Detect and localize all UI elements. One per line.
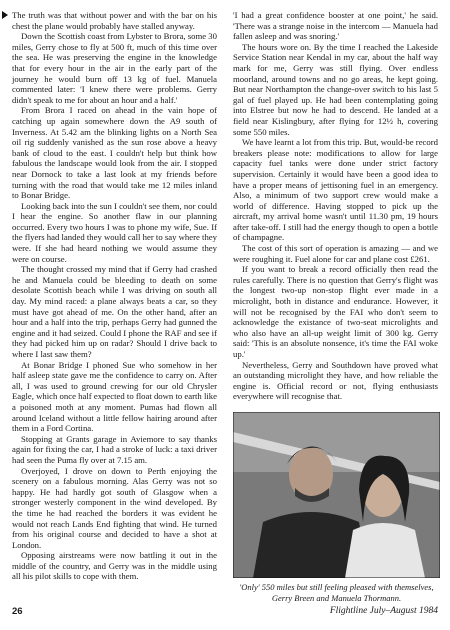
paragraph: 'I had a great confidence booster at one point,' he said. 'There was a strange noise in the intercom — Manuela had fallen asleep and was snoring.' <box>233 10 438 42</box>
page-number: 26 <box>12 606 23 617</box>
photo-caption: 'Only' 550 miles but still feeling pleased with themselves, Gerry Breen and Manuela Thormann. <box>239 582 434 603</box>
pilots-photo <box>233 412 440 578</box>
paragraph: The thought crossed my mind that if Gerry had crashed he and Manuela could be bleeding to death on some desolate Scottish beach while I was driving on south all day. My mind raced: a plane always beats a car, so they must have got ahead of me. On the other hand, after an hour and a half into the trip, perhaps Gerry had gunned the engine and it had seized. Could I phone the RAF and see if they had picked him up on radar? Should I drive back to where I last saw them? <box>12 264 217 359</box>
paragraph: At Bonar Bridge I phoned Sue who somehow in her half asleep state gave me the confidence to carry on. After all, I was used to ground crewing for our old Chrysler Eagle, which once half expected to float down to earth like a poisoned moth at any moment. Pumas had flown all around Iceland without a little fellow hairing around after them in a Ford Cortina. <box>12 359 217 434</box>
paragraph: From Brora I raced on ahead in the vain hope of catching up again somewhere down the A9 south of Inverness. At 5.42 am the blinking lights on a North Sea oil rig suddenly vanished as the sun rose above a heavy bank of cloud to the east. I couldn't help but think how fabulous the landscape would look from the air. I stopped near Dornock to take a last look at my friends before turning with the road that would take me 12 miles inland to Bonar Bridge. <box>12 105 217 201</box>
paragraph: The cost of this sort of operation is amazing — and we were roughing it. Fuel alone for car and plane cost £261. <box>233 243 438 264</box>
paragraph: Nevertheless, Gerry and Southdown have proved what an outstanding microlight they have, and how reliable the engine is. Official record or not, flying enthusiasts everywhere will recognise that. <box>233 359 438 402</box>
paragraph: We have learnt a lot from this trip. But, would-be record breakers please note: modifications to allow for large capacity fuel tanks were done under strict factory supervision. Certainly it would have been a good idea to have a proper means of jettisoning fuel in an emergency. Also, a minimum of two support crew would make a world of difference. Having stopped to pick up the aircraft, my arrival home wasn't until 11.30 pm, 19 hours after take-off. I still had the energy though to open a bottle of champagne. <box>233 137 438 243</box>
paragraph: The truth was that without power and with the bar on his chest the plane would probably have stalled anyway. <box>12 10 217 31</box>
paragraph: The hours wore on. By the time I reached the Lakeside Service Station near Kendal in my car, about the half way mark for me, Gerry was still flying. Over endless moorland, around towns and no go areas, he kept going. But near Northampton the change-over switch to his last 5 gal of fuel played up. He had been contemplating going into Elstree but now he had to descend. He landed at a field near Kislingbury, after flying for 12½ h, covering some 550 miles. <box>233 41 438 137</box>
article-column-left <box>12 10 217 582</box>
paragraph: Stopping at Grants garage in Aviemore to say thanks again for fixing the car, I had a stroke of luck: a taxi driver had seen the Puma fly over at 7.15 am. <box>12 433 217 465</box>
paragraph: If you want to break a record officially then read the rules carefully. There is no question that Gerry's flight was the longest two-up non-stop flight ever made in a microlight, both in distance and endurance. However, it will not be recognised by the FAI who don't seem to acknowledge the existance of two-seat microlights and who also have an all-up weight limit of 300 kg. Gerry said: 'This is an absolute nonsence, it's time the FAI woke up.' <box>233 264 438 359</box>
paragraph: Looking back into the sun I couldn't see them, nor could I hear the engine. So another flaw in our planning occurred. Every two hours I was to phone my wife, Sue. If the flyers had landed they would call her to say where they were. If she had heard nothing we would assume they were on course. <box>12 200 217 264</box>
paragraph: Overjoyed, I drove on down to Perth enjoying the scenery on a fabulous morning. Alas Gerry was not so happy. He had hardly got south of Glasgow when a stronger westerly component in the wind developed. By the time he had reached the borders it was evident he would not reach Lands End fighting that wind. He turned from his original course and decided to have a shot at London. <box>12 465 217 550</box>
publication-credit: Flightline July–August 1984 <box>329 606 438 616</box>
article-column-right <box>233 10 438 402</box>
section-marker-icon <box>2 11 8 19</box>
page-footer <box>12 606 438 620</box>
paragraph: Down the Scottish coast from Lybster to Brora, some 30 miles, Gerry chose to fly at 500 ft, much of this time over the sea. He was preserving the engine in the knowledge that for every hour in the air in the early part of the journey he would burn off 13 kg of fuel. Manuela commented later: 'I knew there were problems. Gerry didn't speak to me for about an hour and a half.' <box>12 31 217 105</box>
paragraph: Opposing airstreams were now battling it out in the middle of the country, and Gerry was in the middle using all his pilot skills to cope with them. <box>12 550 217 582</box>
